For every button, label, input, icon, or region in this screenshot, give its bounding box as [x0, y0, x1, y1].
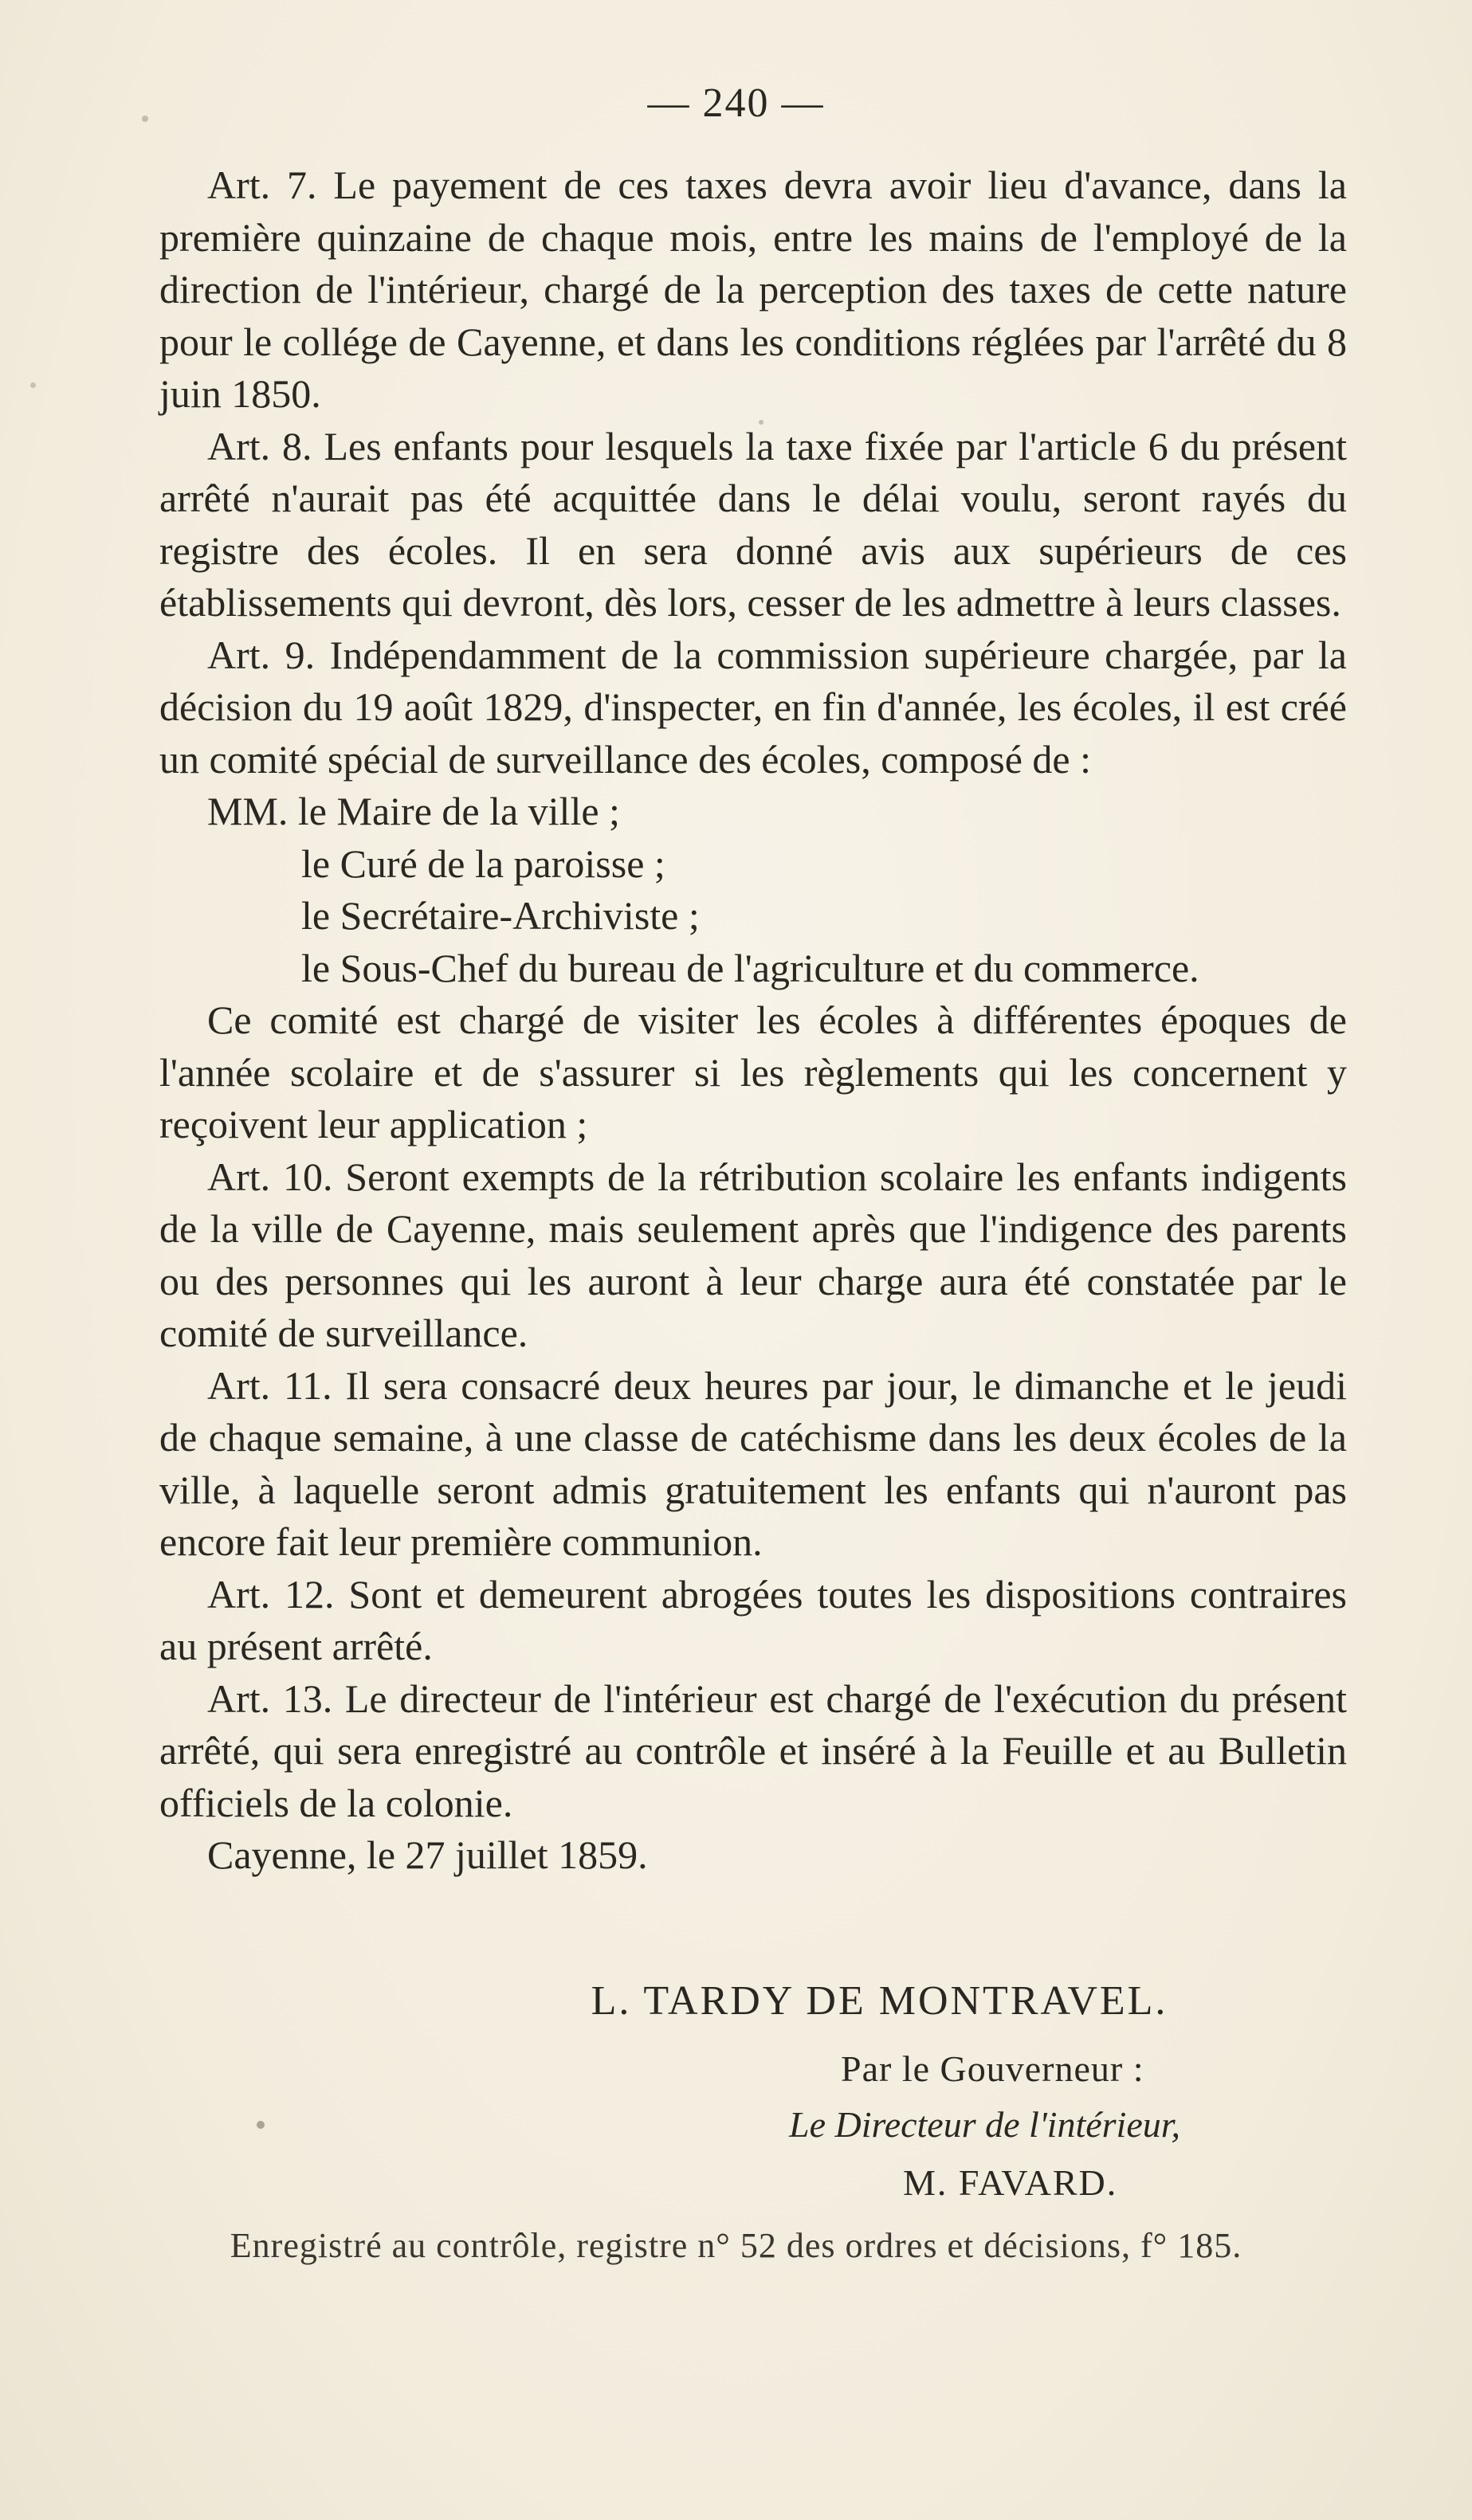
article-11: Art. 11. Il sera consacré deux heures par jour, le dimanche et le jeudi de chaque semaine, à une classe de catéchisme dans les deux écoles de la ville, à laquelle seront admis gratuitement les enfants qui n'auront pas encore fait leur première communion. [159, 1362, 1347, 1564]
committee-member: le Secrétaire-Archiviste ; [301, 893, 700, 938]
article-9: Art. 9. Indépendamment de la commission supérieure chargée, par la décision du 19 août 1829, d'inspecter, en fin d'année, les écoles, il est créé un comité spécial de surveillance des écoles, composé de : [159, 632, 1347, 782]
page-number: — 240 — [647, 80, 825, 126]
article-10: Art. 10. Seront exempts de la rétribution scolaire les enfants indigents de la ville de Cayenne, mais seulement après que l'indigence des parents ou des personnes qui les auront à leur charge aura été constatée par le comité de surveillance. [159, 1154, 1347, 1355]
article-7: Art. 7. Le payement de ces taxes devra avoir lieu d'avance, dans la première quinzaine de chaque mois, entre les mains de l'employé de la direction de l'intérieur, chargé de la perception des taxes de cette nature pour le collége de Cayenne, et dans les conditions réglées par l'arrêté du 8 juin 1850. [159, 163, 1347, 416]
committee-list [159, 786, 1347, 994]
place-date: Cayenne, le 27 juillet 1859. [207, 1832, 648, 1877]
governor-signature: L. TARDY DE MONTRAVEL. [591, 1978, 1168, 2024]
article-13: Art. 13. Le directeur de l'intérieur est chargé de l'exécution du présent arrêté, qui sera enregistré au contrôle et inséré à la Feuille et au Bulletin officiels de la colonie. [159, 1675, 1347, 1825]
committee-member: le Sous-Chef du bureau de l'agriculture et du commerce. [301, 945, 1199, 990]
committee-member: MM. le Maire de la ville ; [207, 789, 620, 833]
director-signature: M. FAVARD. [903, 2162, 1118, 2203]
document-body [159, 159, 1347, 1882]
print-speck [30, 382, 36, 388]
article-8: Art. 8. Les enfants pour lesquels la taxe fixée par l'article 6 du présent arrêté n'aurait pas été acquittée dans le délai voulu, seront rayés du registre des écoles. Il en sera donné avis aux supérieurs de ces établissements qui devront, dès lors, cesser de les admettre à leurs classes. [159, 423, 1347, 625]
article-12: Art. 12. Sont et demeurent abrogées toutes les dispositions contraires au présent arrêté. [159, 1571, 1347, 1668]
committee-member: le Curé de la paroisse ; [301, 841, 665, 886]
print-speck [257, 2121, 265, 2129]
director-title: Le Directeur de l'intérieur, [789, 2104, 1181, 2145]
by-the-governor: Par le Gouverneur : [841, 2048, 1144, 2089]
committee-duties: Ce comité est chargé de visiter les écoles à différentes époques de l'année scolaire et de s'assurer si les règlements qui les concernent y reçoivent leur application ; [159, 997, 1347, 1146]
registration-note: Enregistré au contrôle, registre n° 52 des ordres et décisions, f° 185. [230, 2226, 1242, 2265]
print-speck [142, 116, 148, 122]
print-speck [759, 420, 763, 425]
